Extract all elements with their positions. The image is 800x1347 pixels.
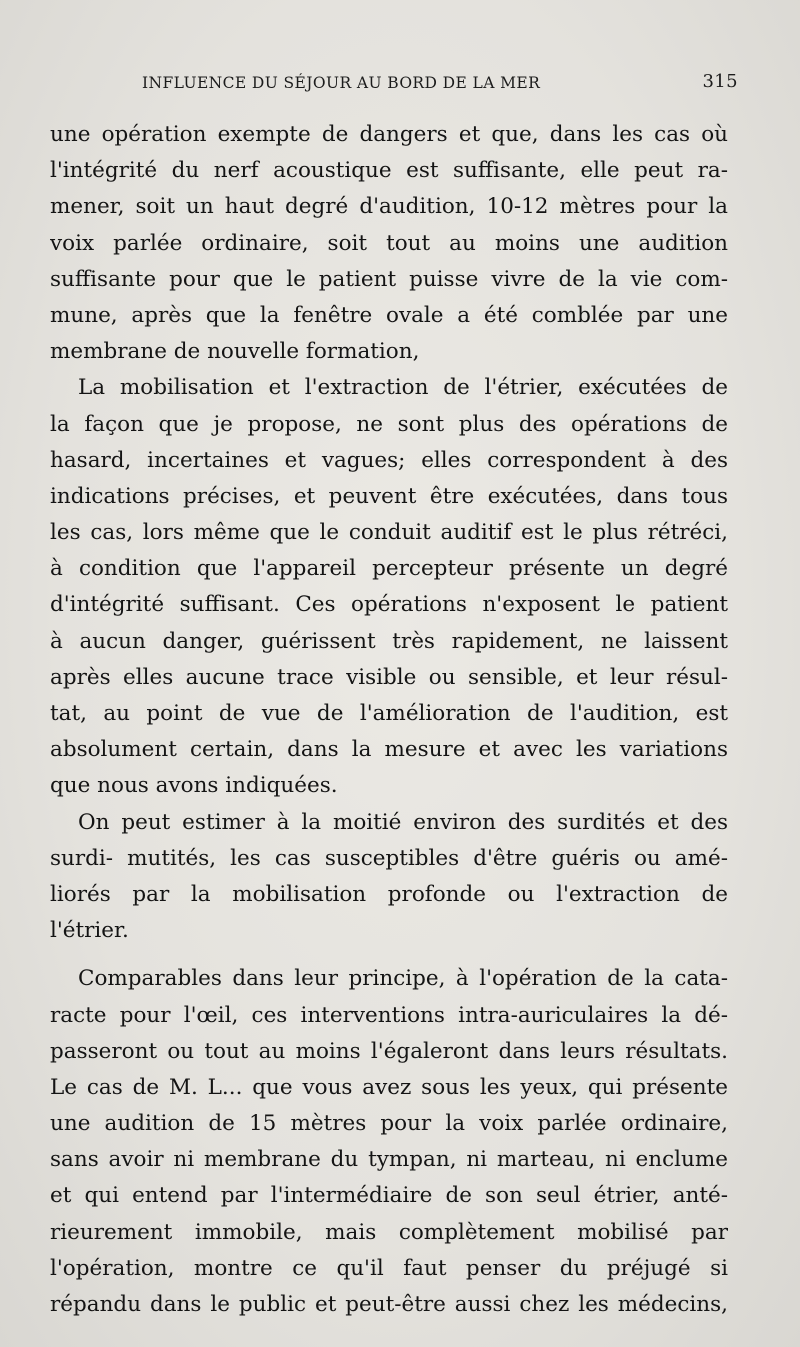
page-header (142, 71, 738, 100)
text-line: répandu dans le public et peut-être aussi chez les médecins, (50, 1292, 728, 1317)
text-line: hasard, incertaines et vagues; elles correspondent à des (50, 447, 728, 473)
text-line: une audition de 15 mètres pour la voix parlée ordinaire, (50, 1111, 728, 1137)
text-line: suffisante pour que le patient puisse vivre de la vie com- (50, 266, 728, 292)
text-line: sans avoir ni membrane du tympan, ni marteau, ni enclume (50, 1147, 728, 1173)
text-line: membrane de nouvelle formation, (50, 339, 420, 365)
text-line: à aucun danger, guérissent très rapidement, ne laissent (50, 628, 728, 654)
text-line: La mobilisation et l'extraction de l'étrier, exécutées de (78, 375, 728, 401)
text-line: liorés par la mobilisation profonde ou l'extraction de (50, 881, 728, 907)
text-line: que nous avons indiquées. (50, 773, 338, 799)
page-body (50, 117, 728, 1323)
text-line: indications précises, et peuvent être exécutées, dans tous (50, 483, 728, 509)
text-line: à condition que l'appareil percepteur présente un degré (50, 556, 728, 582)
text-line: voix parlée ordinaire, soit tout au moins une audition (50, 230, 728, 256)
text-line: tat, au point de vue de l'amélioration de l'audition, est (50, 701, 728, 726)
text-line: et qui entend par l'intermédiaire de son seul étrier, anté- (50, 1183, 728, 1209)
text-line: la façon que je propose, ne sont plus des opérations de (50, 411, 728, 437)
text-line: les cas, lors même que le conduit auditif est le plus rétréci, (50, 520, 728, 546)
text-line: d'intégrité suffisant. Ces opérations n'exposent le patient (50, 592, 728, 618)
text-line: rieurement immobile, mais complètement mobilisé par (50, 1219, 728, 1245)
text-line: Comparables dans leur principe, à l'opération de la cata- (78, 966, 728, 992)
text-line: Le cas de M. L... que vous avez sous les yeux, qui présente (50, 1074, 728, 1100)
text-line: l'intégrité du nerf acoustique est suffisante, elle peut ra- (50, 158, 728, 184)
text-line: l'étrier. (50, 918, 129, 944)
text-line: absolument certain, dans la mesure et avec les variations (50, 737, 728, 763)
page-number: 315 (702, 71, 738, 92)
text-line: l'opération, montre ce qu'il faut penser du préjugé si (50, 1255, 728, 1281)
text-line: surdi- mutités, les cas susceptibles d'être guéris ou amé- (50, 845, 728, 871)
text-line: passeront ou tout au moins l'égaleront dans leurs résultats. (50, 1038, 728, 1064)
text-line: après elles aucune trace visible ou sensible, et leur résul- (50, 664, 728, 690)
text-line: On peut estimer à la moitié environ des surdités et des (78, 809, 728, 835)
text-line: racte pour l'œil, ces interventions intra-auriculaires la dé- (50, 1002, 728, 1028)
text-line: une opération exempte de dangers et que, dans les cas où (50, 122, 728, 147)
text-line: mune, après que la fenêtre ovale a été comblée par une (50, 302, 728, 328)
running-title: INFLUENCE DU SÉJOUR AU BORD DE LA MER (142, 74, 541, 92)
text-line: mener, soit un haut degré d'audition, 10-12 mètres pour la (50, 194, 728, 220)
